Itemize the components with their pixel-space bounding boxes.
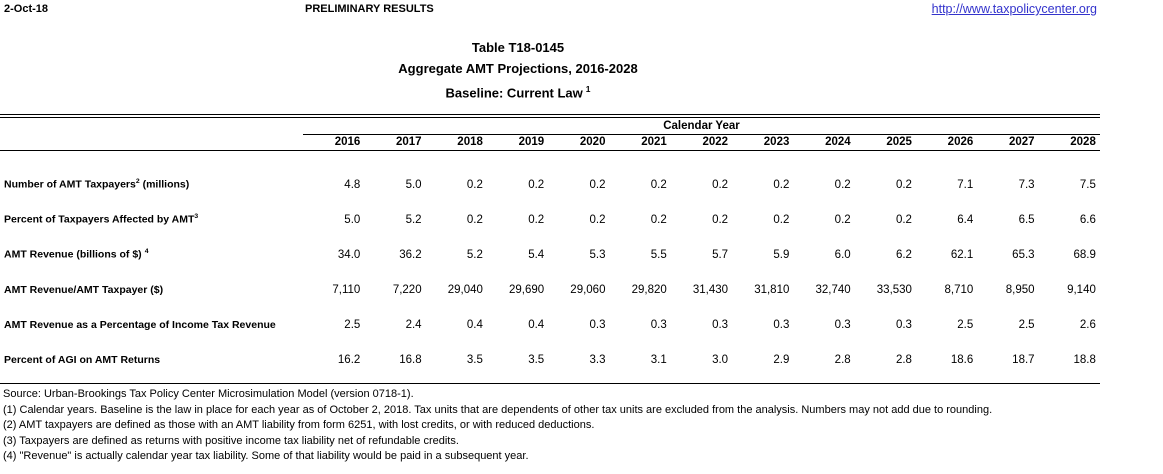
value-cell: 5.7 xyxy=(712,248,729,261)
value-cell: 2.8 xyxy=(834,353,851,366)
value-cell: 3.5 xyxy=(528,353,545,366)
footnote-1: (1) Calendar years. Baseline is the law in place for each year as of October 2, 2018. Tax units that are dependents of other tax units are excluded from the analysis. Numbers may not add due to rounding. xyxy=(3,403,993,416)
value-cell: 5.3 xyxy=(589,248,606,261)
value-cell: 0.3 xyxy=(895,318,912,331)
value-cell: 0.3 xyxy=(773,318,790,331)
value-cell: 32,740 xyxy=(815,283,851,296)
value-cell: 18.8 xyxy=(1073,353,1096,366)
value-cell: 0.2 xyxy=(773,213,790,226)
value-cell: 16.8 xyxy=(399,353,422,366)
value-cell: 2.8 xyxy=(895,353,912,366)
value-cell: 0.3 xyxy=(712,318,729,331)
value-cell: 31,810 xyxy=(754,283,790,296)
value-cell: 3.3 xyxy=(589,353,606,366)
calendar-year-group-row xyxy=(0,118,1100,135)
year-header-cell: 2027 xyxy=(1008,136,1035,148)
value-cell: 0.2 xyxy=(650,213,667,226)
year-header-cell: 2025 xyxy=(886,136,912,148)
year-header-cell: 2022 xyxy=(702,136,729,148)
year-header-cell: 2021 xyxy=(641,136,667,148)
year-row-spacer xyxy=(0,135,303,150)
table-row xyxy=(0,202,1100,237)
value-cell: 8,950 xyxy=(1005,283,1035,296)
year-header-cell: 2016 xyxy=(334,136,361,148)
value-cell: 7.1 xyxy=(957,178,974,191)
value-cell: 0.2 xyxy=(834,213,851,226)
value-cell: 9,140 xyxy=(1067,283,1096,296)
value-cell: 34.0 xyxy=(337,248,361,261)
value-cell: 18.6 xyxy=(950,353,974,366)
title-line-3 xyxy=(0,79,1036,103)
year-header-cell: 2026 xyxy=(947,136,974,148)
value-cell: 5.0 xyxy=(344,213,361,226)
year-header-cell: 2019 xyxy=(518,136,545,148)
table-row xyxy=(0,272,1100,307)
value-cell: 16.2 xyxy=(337,353,361,366)
value-cell: 2.4 xyxy=(405,318,422,331)
row-label-superscript: 2 xyxy=(135,178,140,186)
value-cell: 0.3 xyxy=(834,318,851,331)
footnote-4: (4) "Revenue" is actually calendar year tax liability. Some of that liability would be paid in a subsequent year. xyxy=(3,450,529,463)
value-cell: 7,110 xyxy=(332,283,361,296)
value-cell: 3.0 xyxy=(712,353,729,366)
value-cell: 0.2 xyxy=(528,178,545,191)
table-row xyxy=(0,342,1100,377)
row-label: Percent of Taxpayers Affected by AMT$^3$ xyxy=(4,213,199,226)
year-header-cell: 2017 xyxy=(396,136,422,148)
value-cell: 7,220 xyxy=(392,283,422,296)
footnote-3: (3) Taxpayers are defined as returns with positive income tax liability net of refundable credits. xyxy=(3,434,459,447)
row-label: Percent of AGI on AMT Returns xyxy=(4,353,161,366)
value-cell: 5.2 xyxy=(405,213,422,226)
value-cell: 0.2 xyxy=(773,178,790,191)
value-cell: 6.6 xyxy=(1079,213,1096,226)
amt-projections-table xyxy=(0,114,1100,384)
value-cell: 62.1 xyxy=(950,248,974,261)
value-cell: 0.2 xyxy=(466,213,483,226)
value-cell: 0.3 xyxy=(650,318,667,331)
footnotes xyxy=(3,387,1159,465)
value-cell: 5.0 xyxy=(405,178,422,191)
value-cell: 0.2 xyxy=(589,213,606,226)
value-cell: 68.9 xyxy=(1073,248,1096,261)
table-title xyxy=(0,37,1036,103)
value-cell: 2.5 xyxy=(1018,318,1035,331)
value-cell: 5.2 xyxy=(466,248,483,261)
value-cell: 31,430 xyxy=(692,283,729,296)
value-cell: 8,710 xyxy=(944,283,974,296)
value-cell: 7.3 xyxy=(1018,178,1035,191)
value-cell: 0.2 xyxy=(834,178,851,191)
value-cell: 0.2 xyxy=(712,213,729,226)
table-row xyxy=(0,307,1100,342)
value-cell: 3.1 xyxy=(650,353,667,366)
value-cell: 5.9 xyxy=(773,248,790,261)
row-label: Number of AMT Taxpayers$^2$ (millions) xyxy=(4,178,190,191)
value-cell: 2.5 xyxy=(344,318,361,331)
value-cell: 29,060 xyxy=(570,283,606,296)
value-cell: 6.5 xyxy=(1018,213,1035,226)
title-line-1: Table T18-0145 xyxy=(471,40,565,55)
value-cell: 0.2 xyxy=(528,213,545,226)
value-cell: 18.7 xyxy=(1012,353,1035,366)
value-cell: 0.2 xyxy=(895,213,912,226)
row-label: AMT Revenue/AMT Taxpayer ($) xyxy=(4,283,164,296)
year-header-cell: 2023 xyxy=(763,136,790,148)
value-cell: 0.2 xyxy=(650,178,667,191)
year-header-row xyxy=(0,135,1100,151)
value-cell: 2.5 xyxy=(957,318,974,331)
value-cell: 0.4 xyxy=(528,318,545,331)
table-body xyxy=(0,151,1100,383)
value-cell: 0.2 xyxy=(895,178,912,191)
value-cell: 5.4 xyxy=(528,248,545,261)
value-cell: 29,040 xyxy=(447,283,483,296)
calendar-year-header: Calendar Year xyxy=(303,118,1100,135)
taxpolicycenter-link[interactable]: http://www.taxpolicycenter.org xyxy=(931,2,1097,16)
footnote-source: Source: Urban-Brookings Tax Policy Center Microsimulation Model (version 0718-1). xyxy=(3,388,414,400)
value-cell: 6.2 xyxy=(895,248,912,261)
value-cell: 0.4 xyxy=(466,318,483,331)
title-line-3-text: Baseline: Current Law xyxy=(445,85,583,101)
value-cell: 0.2 xyxy=(466,178,483,191)
value-cell: 33,530 xyxy=(876,283,912,296)
year-header-cell: 2028 xyxy=(1070,136,1096,148)
header-date: 2-Oct-18 xyxy=(4,3,49,15)
value-cell: 7.5 xyxy=(1079,178,1096,191)
table-row xyxy=(0,237,1100,272)
value-cell: 2.9 xyxy=(773,353,790,366)
value-cell: 36.2 xyxy=(399,248,422,261)
year-header-cell: 2018 xyxy=(457,136,483,148)
row-label-superscript: 4 xyxy=(144,248,149,256)
value-cell: 29,820 xyxy=(631,283,667,296)
row-label-superscript: 3 xyxy=(194,213,199,221)
title-footnote-superscript: 1 xyxy=(585,84,591,94)
year-header-cell: 2020 xyxy=(579,136,606,148)
value-cell: 4.8 xyxy=(344,178,361,191)
value-cell: 29,690 xyxy=(509,283,545,296)
value-cell: 3.5 xyxy=(466,353,483,366)
value-cell: 65.3 xyxy=(1012,248,1035,261)
value-cell: 5.5 xyxy=(650,248,667,261)
table-row xyxy=(0,167,1100,202)
row-label: AMT Revenue as a Percentage of Income Tax Revenue xyxy=(4,318,276,331)
footnote-2: (2) AMT taxpayers are defined as those with an AMT liability from form 6251, with lost credits, or with reduced deductions. xyxy=(3,419,595,432)
value-cell: 0.2 xyxy=(712,178,729,191)
value-cell: 0.2 xyxy=(589,178,606,191)
title-line-2: Aggregate AMT Projections, 2016-2028 xyxy=(398,61,638,76)
row-label: AMT Revenue (billions of $) $^4$ xyxy=(4,248,149,261)
preliminary-results-label: PRELIMINARY RESULTS xyxy=(305,3,434,15)
value-cell: 2.6 xyxy=(1079,318,1096,331)
value-cell: 0.3 xyxy=(589,318,606,331)
value-cell: 6.0 xyxy=(834,248,851,261)
year-header-cell: 2024 xyxy=(825,136,851,148)
value-cell: 6.4 xyxy=(957,213,974,226)
